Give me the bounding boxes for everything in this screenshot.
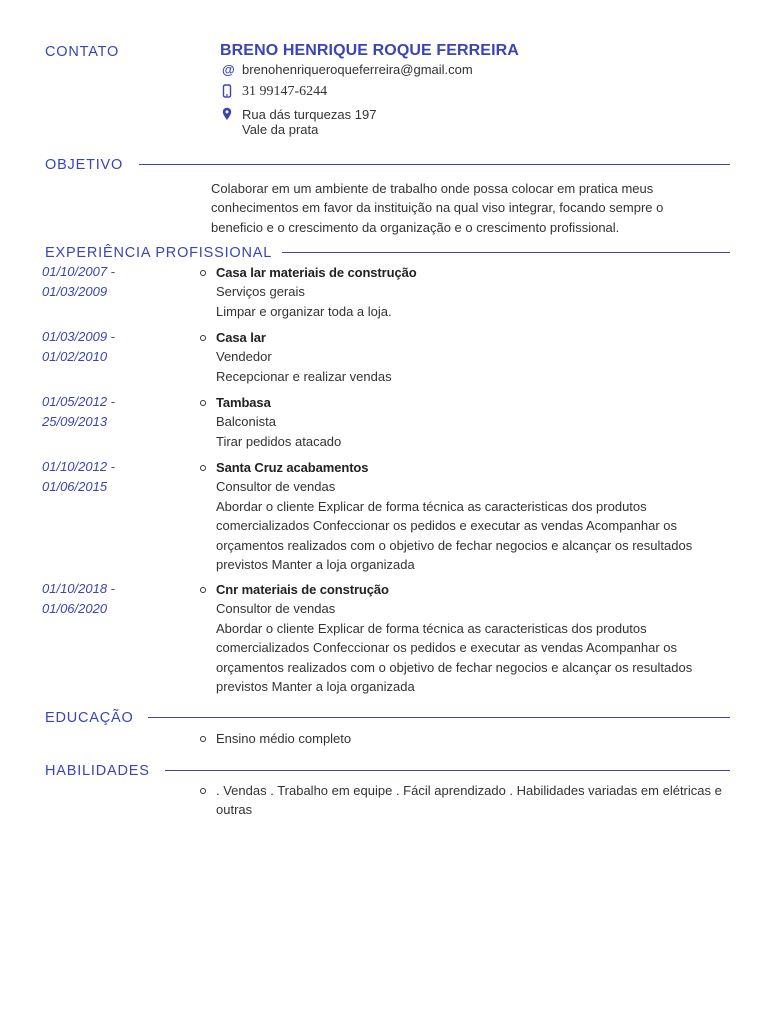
bullet-icon	[200, 736, 206, 742]
experience-divider	[282, 252, 730, 253]
job-description: Recepcionar e realizar vendas	[216, 368, 392, 384]
experience-date	[42, 392, 152, 431]
date-end: 01/06/2020	[42, 600, 108, 616]
job-role: Vendedor	[216, 349, 272, 365]
date-end: 01/02/2010	[42, 348, 108, 364]
objective-section-title: OBJETIVO	[45, 157, 124, 173]
job-description: Tirar pedidos atacado	[216, 433, 342, 449]
contact-section-title: CONTATO	[45, 44, 120, 60]
bullet-icon	[200, 465, 206, 471]
objective-text: Colaborar em um ambiente de trabalho onde possa colocar em pratica meus conhecimentos em favor da instituição na qual viso integrar, focando sempre o beneficio e o crescimento da organização e o crescimento profissional.	[211, 181, 664, 235]
experience-entry	[216, 458, 726, 574]
skills-divider	[165, 770, 730, 771]
bullet-icon	[200, 587, 206, 593]
address-text	[242, 107, 376, 137]
company-name: Casa lar materiais de construção	[216, 265, 417, 280]
experience-entry	[216, 580, 726, 696]
skills-section-title: HABILIDADES	[45, 763, 150, 779]
date-start: 01/10/2012 -	[42, 459, 116, 474]
date-start: 01/05/2012 -	[42, 394, 116, 409]
date-start: 01/03/2009 -	[42, 329, 116, 344]
date-start: 01/10/2018 -	[42, 581, 116, 596]
experience-entry	[216, 328, 726, 386]
experience-date	[42, 262, 152, 301]
bullet-icon	[200, 335, 206, 341]
job-description: Abordar o cliente Explicar de forma técnica as caracteristicas dos produtos comercializados Confeccionar os pedidos e executar as vendas Acompanhar os orçamentos realizados com o objetivo de fechar negocios e alcançar os resultados previstos Manter a loja organizada	[216, 620, 693, 695]
job-role: Consultor de vendas	[216, 601, 336, 617]
candidate-name: BRENO HENRIQUE ROQUE FERREIRA	[220, 42, 519, 59]
objective-divider	[139, 164, 730, 165]
address-line-1: Rua dás turquezas 197	[242, 107, 377, 122]
email-row	[222, 62, 473, 77]
bullet-icon	[200, 270, 206, 276]
education-item: Ensino médio completo	[216, 731, 352, 746]
experience-entry	[216, 263, 726, 321]
skills-item: . Vendas . Trabalho em equipe . Fácil aprendizado . Habilidades variadas em elétricas e outras	[216, 783, 722, 818]
education-section-title: EDUCAÇÃO	[45, 710, 134, 726]
experience-date	[42, 327, 152, 366]
phone-row	[222, 84, 327, 101]
email-text: brenohenriqueroqueferreira@gmail.com	[242, 62, 473, 77]
experience-entry	[216, 393, 726, 451]
experience-section-title: EXPERIÊNCIA PROFISSIONAL	[45, 245, 273, 261]
job-role: Serviços gerais	[216, 284, 305, 300]
map-pin-icon	[222, 107, 242, 124]
date-end: 25/09/2013	[42, 413, 108, 429]
company-name: Santa Cruz acabamentos	[216, 460, 369, 475]
date-end: 01/06/2015	[42, 478, 108, 494]
company-name: Tambasa	[216, 395, 271, 410]
date-end: 01/03/2009	[42, 283, 108, 299]
at-icon: @	[222, 62, 235, 77]
experience-date	[42, 579, 152, 618]
company-name: Cnr materiais de construção	[216, 582, 389, 597]
job-description: Abordar o cliente Explicar de forma técnica as caracteristicas dos produtos comercializados Confeccionar os pedidos e executar as vendas Acompanhar os orçamentos realizados com o objetivo de fechar negocios e alcançar os resultados previstos Manter a loja organizada	[216, 498, 693, 573]
job-description: Limpar e organizar toda a loja.	[216, 303, 392, 319]
address-line-2: Vale da prata	[242, 122, 319, 137]
education-divider	[148, 717, 730, 718]
address-row	[222, 107, 376, 137]
bullet-icon	[200, 788, 206, 794]
company-name: Casa lar	[216, 330, 266, 345]
job-role: Balconista	[216, 414, 276, 430]
bullet-icon	[200, 400, 206, 406]
phone-text: 31 99147-6244	[242, 84, 328, 99]
date-start: 01/10/2007 -	[42, 264, 116, 279]
phone-icon	[222, 84, 242, 101]
experience-date	[42, 457, 152, 496]
job-role: Consultor de vendas	[216, 479, 336, 495]
